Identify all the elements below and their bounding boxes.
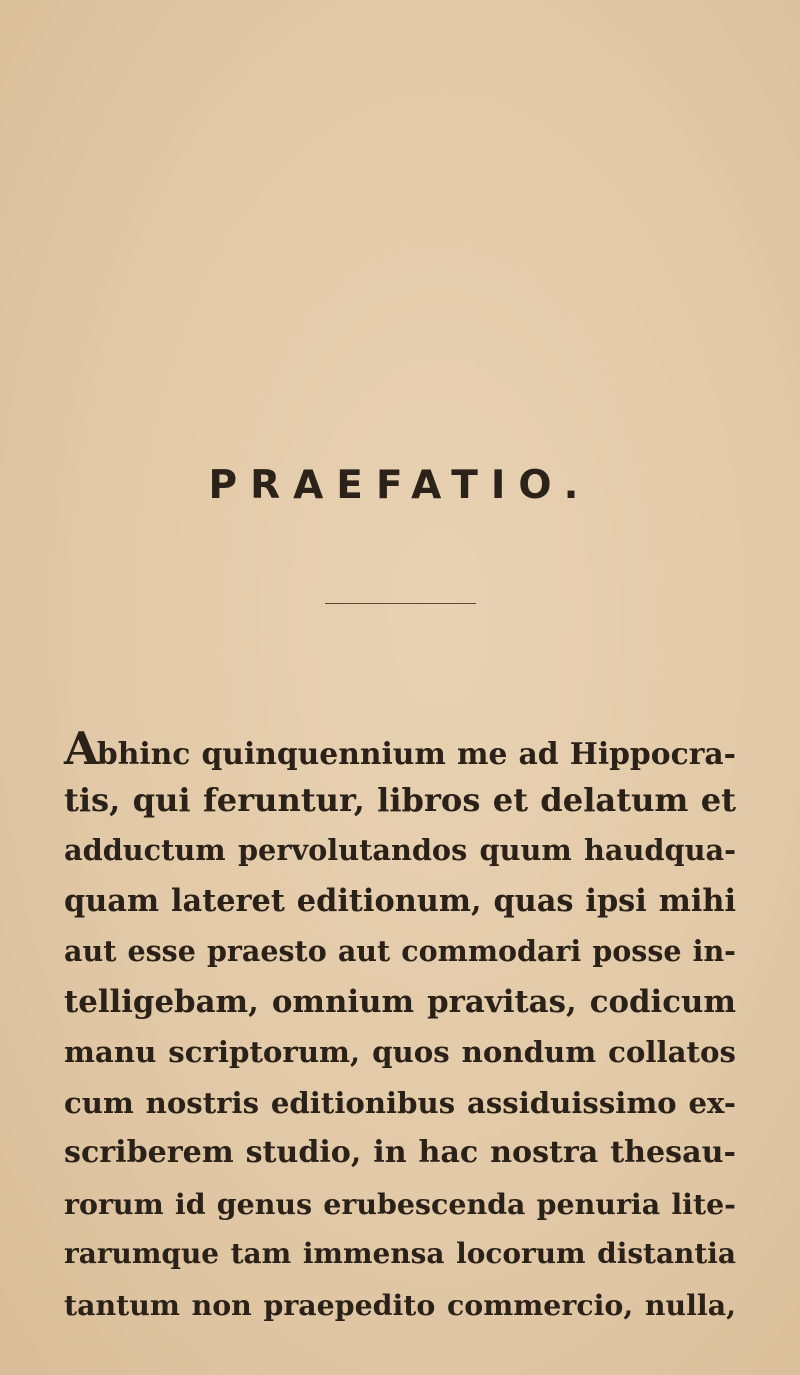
text-line-11: rarumque tam immensa locorum distantia xyxy=(64,1237,736,1270)
text-line-7: manu scriptorum, quos nondum collatos xyxy=(64,1035,736,1069)
initial-letter: A xyxy=(64,722,97,775)
title-divider xyxy=(325,603,476,604)
text-line-5: aut esse praesto aut commodari posse in- xyxy=(64,934,736,968)
text-line-2: tis, qui feruntur, libros et delatum et xyxy=(64,780,736,819)
text-line-8: cum nostris editionibus assiduissimo ex- xyxy=(64,1085,736,1120)
text-line-12: tantum non praepedito commercio, nulla, xyxy=(64,1287,736,1322)
text-line-6: telligebam, omnium pravitas, codicum xyxy=(64,983,736,1020)
first-line-text: bhinc quinquennium me ad Hippocra- xyxy=(96,737,736,772)
page-title: PRAEFATIO. xyxy=(208,463,592,508)
text-line-9: scriberem studio, in hac nostra thesau- xyxy=(64,1135,736,1170)
text-line-3: adductum pervolutandos quum haudqua- xyxy=(64,833,736,867)
text-line-1 xyxy=(64,724,736,775)
text-line-4: quam lateret editionum, quas ipsi mihi xyxy=(64,882,736,919)
preface-paragraph xyxy=(64,724,736,1330)
text-line-10: rorum id genus erubescenda penuria lite- xyxy=(64,1186,736,1221)
